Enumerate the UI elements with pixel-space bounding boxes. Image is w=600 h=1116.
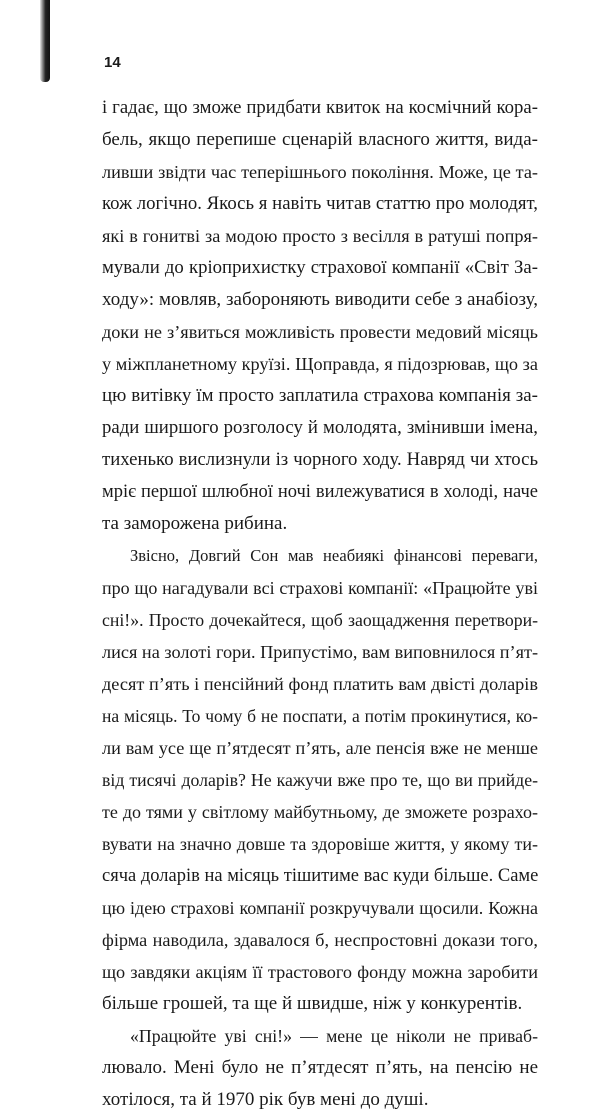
text-line: і гадає, що зможе придбати квиток на космічний кора- <box>102 97 538 118</box>
text-line: лювало. Мені було не п’ятдесят п’ять, на пенсію не <box>102 1057 538 1078</box>
text-line: кож логічно. Якось я навіть читав статтю про молодят, <box>102 193 538 214</box>
text-line: фірма наводила, здавалося б, неспростовні докази того, <box>102 930 538 950</box>
page-edge-mark <box>40 0 50 82</box>
paragraph-2 <box>102 540 538 1020</box>
text-line: тихенько вислизнули із чорного ходу. Навряд чи хтось <box>102 449 538 470</box>
text-line: про що нагадували всі страхові компанії: «Працюйте уві <box>102 578 538 598</box>
text-line: Звісно, Довгий Сон мав неабиякі фінансові переваги, <box>130 546 538 565</box>
text-line: від тисячі доларів? Не кажучи вже про те, що ви прийде- <box>102 770 538 790</box>
page-number: 14 <box>104 54 121 71</box>
text-line: більше грошей, та ще й швидше, ніж у конкурентів. <box>102 993 523 1014</box>
text-line: на місяць. То чому б не поспати, а потім прокинутися, ко- <box>102 706 538 726</box>
text-line: лися на золоті гори. Припустімо, вам виповнилося п’ят- <box>102 642 539 662</box>
text-line: цю витівку їм просто заплатила страхова компанія за- <box>102 385 538 406</box>
body-text <box>102 92 538 1116</box>
text-line: що завдяки акціям її трастового фонду можна заробити <box>102 962 538 982</box>
text-line: у міжпланетному круїзі. Щоправда, я підозрював, що за <box>102 354 538 374</box>
text-line: доки не з’явиться можливість провести медовий місяць <box>102 322 538 342</box>
text-line: бель, якщо перепише сценарій власного життя, вида- <box>102 129 538 150</box>
text-line: ли вам усе ще п’ятдесят п’ять, але пенсія вже не менше <box>102 738 538 758</box>
text-line: хотілося, та й 1970 рік був мені до душі. <box>102 1089 429 1110</box>
text-line: мували до кріоприхистку страхової компанії «Світ За- <box>102 257 538 278</box>
text-line: мріє першої шлюбної ночі вилежуватися в холоді, наче <box>102 482 538 502</box>
text-line: вувати на значно довше та здоровіше життя, у якому ти- <box>102 834 538 854</box>
text-line: які в гонитві за модою просто з весілля в ратуші попря- <box>102 226 538 246</box>
text-line: сні!». Просто дочекайтеся, щоб заощадження перетвори- <box>102 610 538 630</box>
text-line: сяча доларів на місяць тішитиме вас куди більше. Саме <box>102 866 539 886</box>
text-line: цю ідею страхові компанії розкручували щосили. Кожна <box>102 898 538 918</box>
text-line: та заморожена рибина. <box>102 513 288 534</box>
text-line: десят п’ять і пенсійний фонд платить вам двісті доларів <box>102 674 538 694</box>
text-line: ливши звідти час теперішнього покоління. Може, це та- <box>102 162 538 182</box>
text-line: те до тями у світлому майбутньому, де зможете розрахо- <box>102 802 538 822</box>
paragraph-3 <box>102 1020 538 1116</box>
text-line: «Працюйте уві сні!» — мене це ніколи не приваб- <box>130 1026 538 1046</box>
text-line: ради ширшого розголосу й молодята, змінивши імена, <box>102 417 538 438</box>
text-line: ходу»: мовляв, забороняють виводити себе з анабіозу, <box>102 289 538 310</box>
paragraph-1 <box>102 92 538 540</box>
